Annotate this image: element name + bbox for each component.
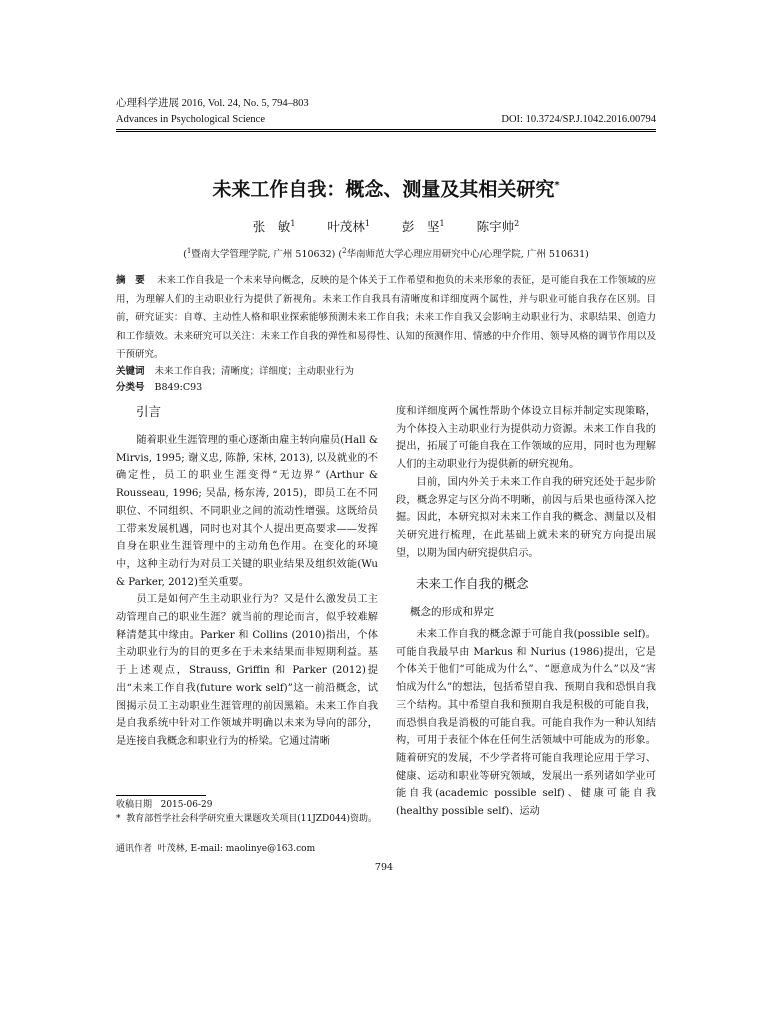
abstract <box>116 272 656 365</box>
abstract-text: 未来工作自我是一个未来导向概念，反映的是个体关于工作希望和抱负的未来形象的表征，是可能自我在工作领域的应用，为理解人们的主动职业行为提供了新视角。未来工作自我具有清晰度和详细度两个属性，并与职业可能自我存在区别。目前，研究证实：自尊、主动性人格和职业探索能够预测未来工作自我；未来工作自我又会影响主动职业行为、求职结果、创造力和工作绩效。未来研究可以关注：未来工作自我的弹性和易得性、认知的预测作用、情感的中介作用、领导风格的调节作用以及干预研究。 <box>116 275 656 360</box>
journal-line: 心理科学进展 2016, Vol. 24, No. 5, 794–803 <box>116 98 309 109</box>
section-heading-introduction: 引言 <box>136 404 162 419</box>
paper-title-text: 未来工作自我：概念、测量及其相关研究 <box>212 178 555 201</box>
received-date: 收稿日期 2015-06-29 <box>116 800 213 810</box>
keywords-text: 未来工作自我；清晰度；详细度；主动职业行为 <box>154 366 355 377</box>
page-number: 794 <box>374 862 394 873</box>
header-rule-bottom <box>116 131 656 132</box>
classification-label: 分类号 <box>116 382 145 393</box>
section-heading-concept: 未来工作自我的概念 <box>416 576 529 592</box>
title-footnote-mark: * <box>554 180 560 191</box>
keywords <box>116 365 656 379</box>
paragraph: 度和详细度两个属性帮助个体设立目标并制定实现策略，为个体投入主动职业行为提供动力资源。未来工作自我的提出，拓展了可能自我在工作领域的应用，同时也为理解人们的主动职业行为提供新的研究视角。 <box>396 406 656 471</box>
footnote-rule <box>116 795 206 796</box>
classification-code: B849:C93 <box>154 382 203 393</box>
author: 陈宇帅$^2$ <box>476 219 520 235</box>
paper-title <box>116 173 656 202</box>
funding-note: * 教育部哲学社会科学研究重大课题攻关项目(11JZD044)资助。 <box>116 814 377 824</box>
subsection-heading: 概念的形成和界定 <box>410 606 494 619</box>
classification <box>116 381 656 395</box>
left-column <box>116 402 378 751</box>
corresponding-author: 通讯作者 叶茂林, E-mail: maolinye@163.com <box>116 844 316 854</box>
author: 张 敏$^1$ <box>252 219 296 235</box>
affiliations: ($^1$暨南大学管理学院, 广州 510632) ($^2$华南师范大学心理应用研究中心/心理学院, 广州 510631) <box>183 247 589 261</box>
abstract-label: 摘 要 <box>116 275 145 286</box>
paragraph: 员工是如何产生主动职业行为？又是什么激发员工主动管理自己的职业生涯？就当前的理论而言，似乎较难解释清楚其中缘由。Parker 和 Collins (2010)指出，个体主动职业行为的目的更多在于未来结果而非短期利益。基于上述观点，Strauss, Griffin 和 Parker (2012)提出“未来工作自我(future work self)”这一前沿概念，试图揭示员工主动职业生涯管理的前因黑箱。未来工作自我是自我系统中针对工作领域并明确以未来为导向的部分，是连接自我概念和职业行为的桥梁。它通过清晰 <box>116 594 378 747</box>
journal-english-name: Advances in Psychological Science <box>116 114 265 125</box>
author: 彭 坚$^1$ <box>401 219 445 235</box>
paragraph: 目前，国内外关于未来工作自我的研究还处于起步阶段，概念界定与区分尚不明晰，前因与后果也亟待深入挖掘。因此，本研究拟对未来工作自我的概念、测量以及相关研究进行梳理，在此基础上就未来的研究方向提出展望，以期为国内研究提供启示。 <box>396 476 656 559</box>
right-column <box>396 403 656 821</box>
author-list <box>116 215 656 236</box>
paragraph: 随着职业生涯管理的重心逐渐由雇主转向雇员(Hall & Mirvis, 1995; 谢义忠, 陈静, 宋林, 2013), 以及就业的不确定性，员工的职业生涯变得“无边界” (Arthur & Rousseau, 1996; 吴晶, 杨东涛, 2015)，即员工在不同职位、不同组织、不同职业之间的流动性增强。这既给员工带来发展机遇，同时也对其个人提出更高要求——发挥自身在职业生涯管理中的主动角色作用。在变化的环境中，这种主动行为对员工关键的职业结果及组织效能(Wu & Parker, 2012)至关重要。 <box>116 435 378 588</box>
paragraph: 未来工作自我的概念源于可能自我(possible self)。可能自我最早由 Markus 和 Nurius (1986)提出，它是个体关于他们“可能成为什么”、“愿意成为什么”以及“害怕成为什么”的想法，包括希望自我、预期自我和恐惧自我三个结构。其中希望自我和预期自我是积极的可能自我，而恐惧自我是消极的可能自我。可能自我作为一种认知结构，可用于表征个体在任何生活领域中可能成为的形象。随着研究的发展，不少学者将可能自我理论应用于学习、健康、运动和职业等研究领域，发展出一系列诸如学业可能自我(academic possible self)、健康可能自我(healthy possible self)、运动 <box>396 629 656 818</box>
author: 叶茂林$^1$ <box>327 219 370 235</box>
doi: DOI: 10.3724/SP.J.1042.2016.00794 <box>501 114 656 125</box>
keywords-label: 关键词 <box>116 366 145 377</box>
header-rule-top <box>116 129 656 130</box>
